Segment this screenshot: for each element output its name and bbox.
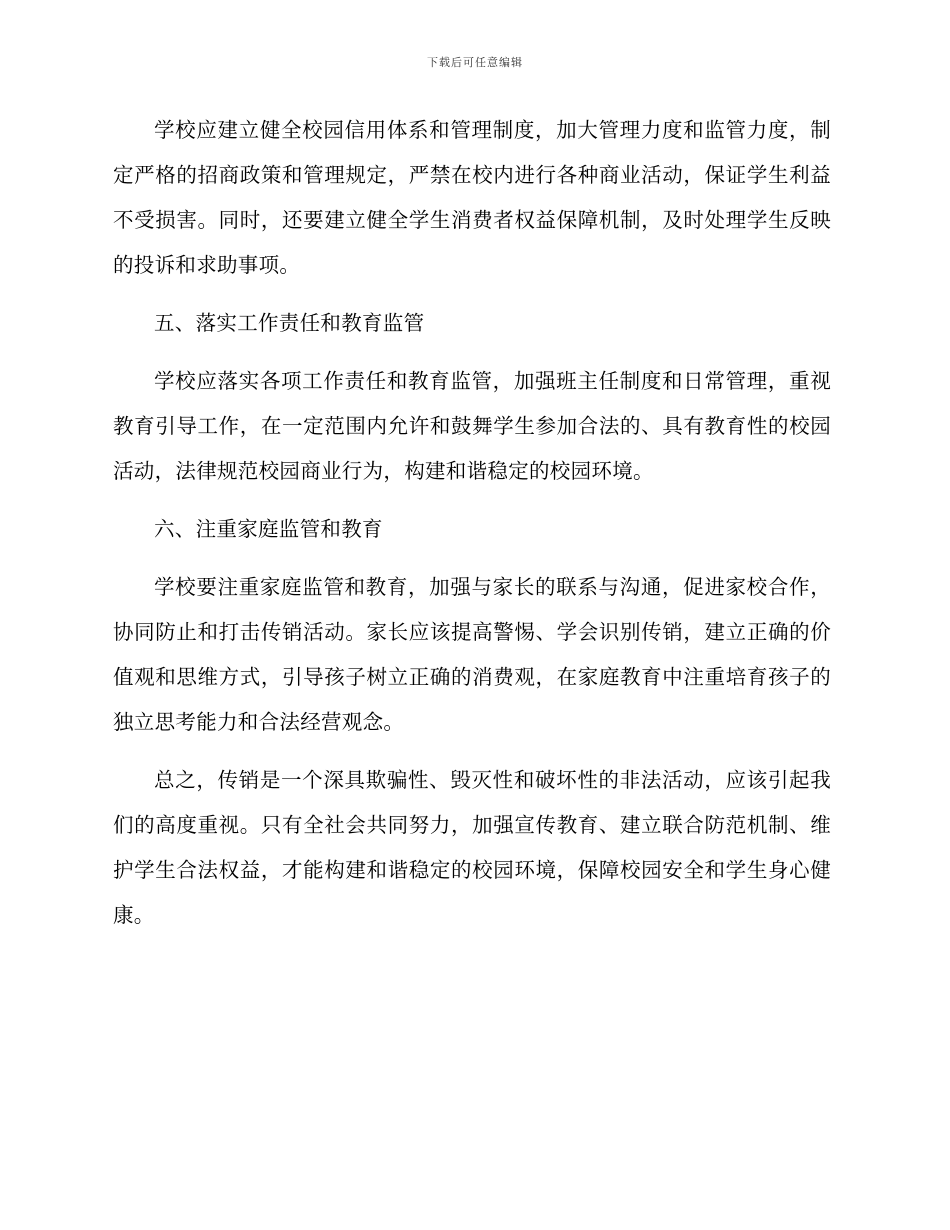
paragraph-conclusion: 总之，传销是一个深具欺骗性、毁灭性和破坏性的非法活动，应该引起我们的高度重视。只有全社会共同努力，加强宣传教育、建立联合防范机制、维护学生合法权益，才能构建和谐稳定的校园环境，保障校园安全和学生身心健康。 (113, 768, 831, 927)
section-heading-5: 五、落实工作责任和教育监管 (154, 311, 425, 335)
section-heading-6: 六、注重家庭监管和教育 (154, 517, 383, 541)
document-body (113, 108, 831, 938)
paragraph-family: 学校要注重家庭监管和教育，加强与家长的联系与沟通，促进家校合作，协同防止和打击传销活动。家长应该提高警惕、学会识别传销，建立正确的价值观和思维方式，引导孩子树立正确的消费观，在家庭教育中注重培育孩子的独立思考能力和合法经营观念。 (113, 575, 831, 734)
paragraph-credit-system: 学校应建立健全校园信用体系和管理制度，加大管理力度和监管力度，制定严格的招商政策和管理规定，严禁在校内进行各种商业活动，保证学生利益不受损害。同时，还要建立健全学生消费者权益保障机制，及时处理学生反映的投诉和求助事项。 (113, 118, 831, 277)
page-header-note: 下载后可任意编辑 (427, 56, 523, 69)
paragraph-responsibility: 学校应落实各项工作责任和教育监管，加强班主任制度和日常管理，重视教育引导工作，在一定范围内允许和鼓舞学生参加合法的、具有教育性的校园活动，法律规范校园商业行为，构建和谐稳定的校园环境。 (113, 369, 831, 483)
